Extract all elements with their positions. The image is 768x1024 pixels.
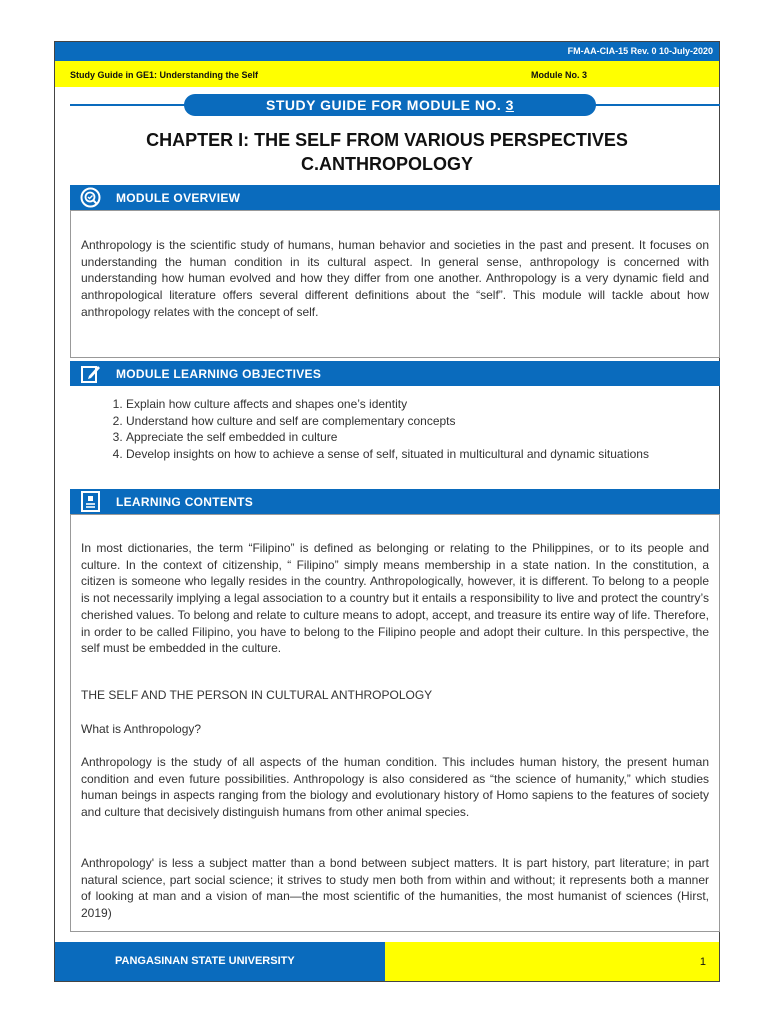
magnifier-icon (80, 187, 101, 208)
overview-text: Anthropology is the scientific study of humans, human behavior and societies in the past and present. It focuses on understanding the human condition in its cultural aspect. In general sense, anthropology is concerned with understanding how human evolved and how they differ from one another. Anthropology is a very dynamic field and anthropological literature offers several different definitions about the “self”. This module will tackle about how anthropology relates with the concept of self. (81, 238, 709, 319)
contents-paragraph-2: Anthropology is the study of all aspects of the human condition. This includes human history, the present human condition and even future possibilities. Anthropology is also considered as “the science of humanity,” which studies human beings in aspects ranging from the biology and evolutionary history of Homo sapiens to the features of society and culture that decisively distinguish humans from other animal species. (81, 755, 709, 820)
header-top-bar (55, 42, 719, 61)
guide-banner-number: 3 (505, 97, 514, 113)
list-item: 4. Develop insights on how to achieve a sense of self, situated in multicultural and dynamic situations (126, 446, 716, 463)
contents-title: LEARNING CONTENTS (116, 495, 254, 509)
guide-banner-text: STUDY GUIDE FOR MODULE NO. (266, 97, 502, 113)
contents-heading: THE SELF AND THE PERSON IN CULTURAL ANTHROPOLOGY (81, 688, 433, 702)
edit-icon (80, 363, 101, 384)
overview-section-bar (70, 185, 720, 210)
university-name: PANGASINAN STATE UNIVERSITY (115, 955, 295, 967)
document-code: FM-AA-CIA-15 Rev. 0 10-July-2020 (567, 46, 713, 56)
guide-banner (184, 94, 596, 116)
footer-yellow-bar (385, 942, 719, 981)
footer-blue-bar (55, 942, 385, 981)
chapter-title-line2: C.ANTHROPOLOGY (300, 154, 473, 174)
list-item: 2. Understand how culture and self are complementary concepts (126, 413, 716, 430)
document-icon (80, 491, 101, 512)
objectives-title: MODULE LEARNING OBJECTIVES (116, 367, 322, 381)
list-item: 3. Appreciate the self embedded in culture (126, 429, 716, 446)
chapter-title-line1: CHAPTER I: THE SELF FROM VARIOUS PERSPECTIVES (146, 130, 628, 150)
study-guide-title: Study Guide in GE1: Understanding the Self (70, 70, 259, 80)
page-number: 1 (699, 956, 706, 968)
objectives-list (102, 396, 716, 462)
contents-section-bar (70, 489, 720, 514)
header-info-bar (55, 61, 719, 87)
list-item: 1. Explain how culture affects and shapes one’s identity (126, 396, 716, 413)
module-number: Module No. 3 (531, 70, 587, 80)
overview-title: MODULE OVERVIEW (116, 191, 241, 205)
contents-paragraph-3: Anthropology' is less a subject matter than a bond between subject matters. It is part history, part literature; in part natural science, part social science; it strives to study men both from within and without; it represents both a manner of looking at man and a vision of man—the most scientific of the humanities, the most humanist of sciences (Hirst, 2019) (81, 856, 709, 921)
contents-question: What is Anthropology? (81, 722, 202, 736)
objectives-section-bar (70, 361, 720, 386)
contents-paragraph-1: In most dictionaries, the term “Filipino” is defined as belonging or relating to the Philippines, or to its people and culture. In the context of citizenship, “ Filipino” simply means membership in a state nation. In the constitution, a citizen is someone who legally resides in the country. Anthropologically, however, it is different. To belong to a people is not necessarily implying a legal association to a country but it entails a responsibility to live and protect the country’s cherished values. To belong and relate to culture means to adopt, accept, and treasure its entire way of life. Therefore, in order to be called Filipino, you have to belong to the Filipino people and adopt their culture. In this perspective, the self must be embedded in the culture. (81, 541, 709, 656)
chapter-title (55, 128, 719, 176)
